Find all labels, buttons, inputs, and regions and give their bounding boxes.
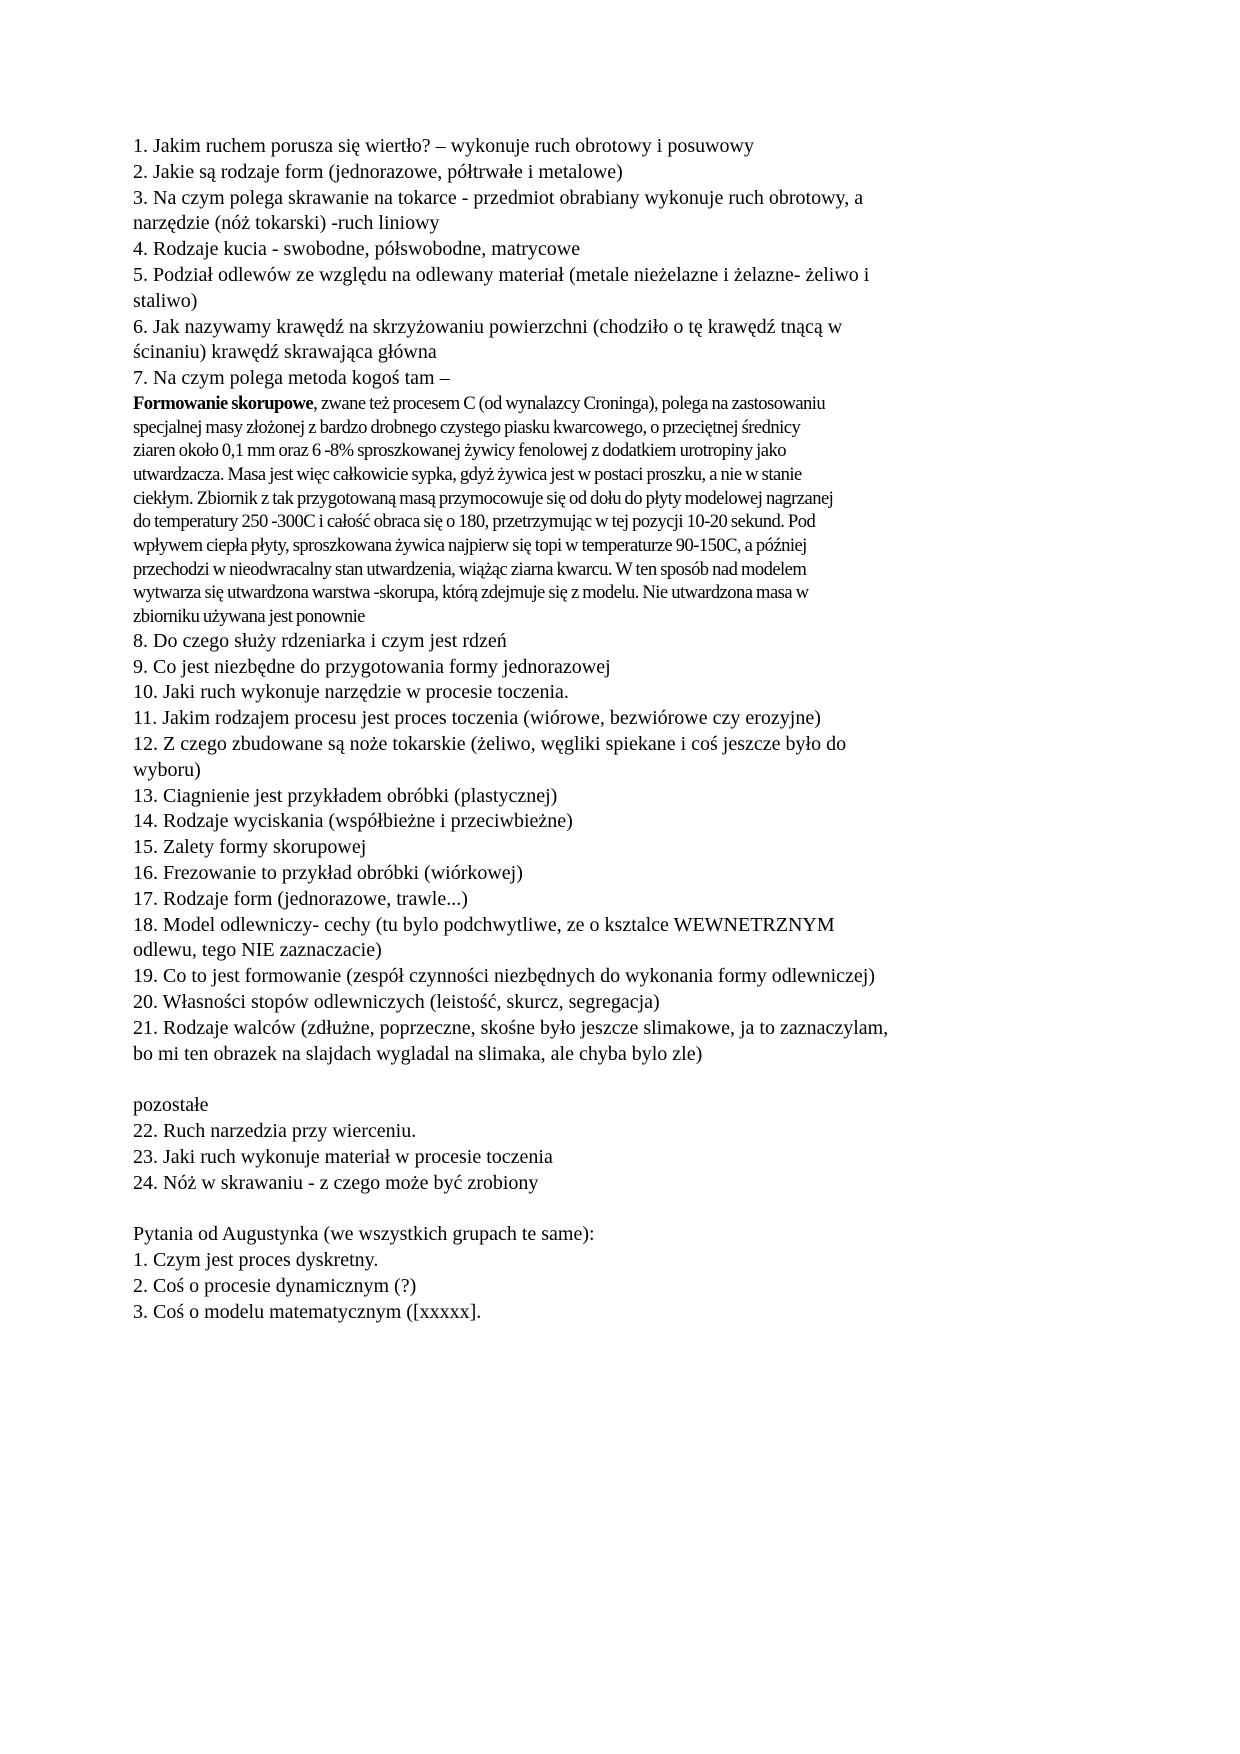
question-item	[133, 1016, 1113, 1068]
line-text: 15. Zalety formy skorupowej	[133, 836, 367, 859]
text-line	[133, 629, 1113, 655]
text-line	[133, 160, 1113, 186]
text-line	[133, 366, 1113, 392]
line-text: 1. Jakim ruchem porusza się wiertło? – wykonuje ruch obrotowy i posuwowy	[133, 135, 754, 157]
line-text: ziaren około 0,1 mm oraz 6 -8% sproszkowanej żywicy fenolowej z dodatkiem urotropiny jako	[133, 440, 786, 462]
line-text: zbiorniku używana jest ponownie	[133, 606, 365, 628]
question-item	[133, 1300, 1113, 1326]
line-text: ścinaniu) krawędź skrawająca główna	[133, 341, 437, 364]
line-text: 3. Na czym polega skrawanie na tokarce - przedmiot obrabiany wykonuje ruch obrotowy, a	[133, 186, 864, 209]
line-text: ciekłym. Zbiornik z tak przygotowaną masą przymocowuje się od dołu do płyty modelowej nagrzanej	[133, 487, 834, 509]
text-line	[133, 732, 1113, 758]
line-text: 4. Rodzaje kucia - swobodne, półswobodne, matrycowe	[133, 238, 581, 261]
line-text: staliwo)	[133, 289, 198, 312]
text-line	[133, 558, 1113, 582]
line-text: 1. Czym jest proces dyskretny.	[133, 1248, 379, 1271]
line-text: pozostałe	[133, 1094, 209, 1117]
text-line	[133, 134, 1113, 160]
bold-term: Formowanie skorupowe	[133, 392, 314, 414]
line-text: 18. Model odlewniczy- cechy (tu bylo podchwytliwe, ze o ksztalce WEWNETRZNYM	[133, 913, 835, 936]
question-item	[133, 1248, 1113, 1274]
question-item	[133, 237, 1113, 263]
text-line	[133, 784, 1113, 810]
answer-paragraph	[133, 392, 1113, 629]
text-line	[133, 186, 1113, 212]
text-line	[133, 340, 1113, 366]
text-line	[133, 263, 1113, 289]
text-line	[133, 211, 1113, 237]
question-item	[133, 315, 1113, 367]
line-text: 11. Jakim rodzajem procesu jest proces toczenia (wiórowe, bezwiórowe czy erozyjne)	[133, 707, 821, 730]
text-line	[133, 1248, 1113, 1274]
text-line	[133, 938, 1113, 964]
question-item	[133, 706, 1113, 732]
question-item	[133, 809, 1113, 835]
text-line	[133, 964, 1113, 990]
question-item	[133, 263, 1113, 315]
text-line	[133, 605, 1113, 629]
text-line	[133, 655, 1113, 681]
line-text: 2. Jakie są rodzaje form (jednorazowe, półtrwałe i metalowe)	[133, 160, 623, 183]
line-text: 20. Własności stopów odlewniczych (leistość, skurcz, segregacja)	[133, 991, 660, 1013]
text-line	[133, 581, 1113, 605]
document-body	[133, 134, 1113, 1325]
line-text: 23. Jaki ruch wykonuje materiał w procesie toczenia	[133, 1145, 553, 1168]
question-item	[133, 732, 1113, 784]
line-text: bo mi ten obrazek na slajdach wygladal na slimaka, ale chyba bylo zle)	[133, 1042, 703, 1065]
question-item	[133, 1274, 1113, 1300]
question-item	[133, 835, 1113, 861]
text-line	[133, 680, 1113, 706]
line-text: 6. Jak nazywamy krawędź na skrzyżowaniu powierzchni (chodziło o tę krawędź tnącą w	[133, 315, 843, 338]
text-line	[133, 913, 1113, 939]
text-line	[133, 392, 1113, 416]
question-item	[133, 134, 1113, 160]
line-text: 10. Jaki ruch wykonuje narzędzie w procesie toczenia.	[133, 681, 569, 704]
line-text: 16. Frezowanie to przykład obróbki (wiórkowej)	[133, 862, 523, 885]
text-line	[133, 487, 1113, 511]
text-line	[133, 1016, 1113, 1042]
line-text: utwardzacza. Masa jest więc całkowicie sypka, gdyż żywica jest w postaci proszku, a nie w stanie	[133, 464, 802, 486]
text-line	[133, 706, 1113, 732]
line-text: wpływem ciepła płyty, sproszkowana żywica najpierw się topi w temperaturze 90-150C, a później	[133, 535, 807, 557]
text-line	[133, 1145, 1113, 1171]
question-item	[133, 655, 1113, 681]
question-item	[133, 1222, 1113, 1248]
text-line	[133, 1171, 1113, 1197]
line-text: 24. Nóż w skrawaniu - z czego może być zrobiony	[133, 1171, 539, 1194]
line-text: odlewu, tego NIE zaznaczacie)	[133, 939, 382, 962]
question-item	[133, 861, 1113, 887]
line-text: 12. Z czego zbudowane są noże tokarskie (żeliwo, węgliki spiekane i coś jeszcze było do	[133, 733, 847, 756]
line-text: , zwane też procesem C (od wynalazcy Croninga), polega na zastosowaniu	[313, 392, 826, 414]
line-text: 19. Co to jest formowanie (zespół czynności niezbędnych do wykonania formy odlewniczej)	[133, 965, 876, 988]
question-item	[133, 990, 1113, 1016]
question-item	[133, 1171, 1113, 1197]
text-line	[133, 510, 1113, 534]
text-line	[133, 1274, 1113, 1300]
line-text: narzędzie (nóż tokarski) -ruch liniowy	[133, 212, 440, 235]
line-text: 13. Ciagnienie jest przykładem obróbki (plastycznej)	[133, 784, 558, 807]
question-item	[133, 887, 1113, 913]
line-text: 22. Ruch narzedzia przy wierceniu.	[133, 1119, 417, 1142]
question-item	[133, 784, 1113, 810]
question-item	[133, 913, 1113, 965]
text-line	[133, 1222, 1113, 1248]
line-text: 7. Na czym polega metoda kogoś tam –	[133, 367, 450, 390]
line-text: 8. Do czego służy rdzeniarka i czym jest rdzeń	[133, 629, 507, 652]
line-text: wyboru)	[133, 758, 201, 781]
line-text: 3. Coś o modelu matematycznym ([xxxxx].	[133, 1300, 482, 1323]
line-text: 14. Rodzaje wyciskania (współbieżne i przeciwbieżne)	[133, 810, 573, 833]
line-text: 17. Rodzaje form (jednorazowe, trawle...)	[133, 887, 468, 910]
question-item	[133, 1145, 1113, 1171]
line-text: przechodzi w nieodwracalny stan utwardzenia, wiążąc ziarna kwarcu. W ten sposób nad modelem	[133, 558, 807, 580]
line-text: 21. Rodzaje walców (zdłużne, poprzeczne, skośne było jeszcze slimakowe, ja to zaznaczylam,	[133, 1016, 889, 1039]
line-text: specjalnej masy złożonej z bardzo drobnego czystego piasku kwarcowego, o przeciętnej średnicy	[133, 416, 801, 438]
question-item	[133, 160, 1113, 186]
blank-line	[133, 1067, 1113, 1093]
text-line	[133, 1093, 1113, 1119]
line-text: 2. Coś o procesie dynamicznym (?)	[133, 1274, 417, 1297]
text-line	[133, 990, 1113, 1016]
question-item	[133, 680, 1113, 706]
question-item	[133, 629, 1113, 655]
text-line	[133, 1119, 1113, 1145]
text-line	[133, 887, 1113, 913]
text-line	[133, 463, 1113, 487]
question-item	[133, 186, 1113, 238]
text-line	[133, 861, 1113, 887]
line-text: 9. Co jest niezbędne do przygotowania formy jednorazowej	[133, 655, 611, 678]
text-line	[133, 809, 1113, 835]
blank-line	[133, 1196, 1113, 1222]
text-line	[133, 534, 1113, 558]
text-line	[133, 237, 1113, 263]
text-line	[133, 1300, 1113, 1326]
question-item	[133, 964, 1113, 990]
text-line	[133, 416, 1113, 440]
line-text: wytwarza się utwardzona warstwa -skorupa, którą zdejmuje się z modelu. Nie utwardzona masa w	[133, 582, 809, 604]
text-line	[133, 835, 1113, 861]
text-line	[133, 758, 1113, 784]
question-item	[133, 366, 1113, 392]
text-line	[133, 439, 1113, 463]
line-text: 5. Podział odlewów ze względu na odlewany materiał (metale nieżelazne i żelazne- żeliwo i	[133, 263, 870, 286]
question-item	[133, 1119, 1113, 1145]
text-line	[133, 289, 1113, 315]
line-text: Pytania od Augustynka (we wszystkich grupach te same):	[133, 1223, 595, 1246]
text-line	[133, 1042, 1113, 1068]
text-line	[133, 315, 1113, 341]
line-text: do temperatury 250 -300C i całość obraca się o 180, przetrzymując w tej pozycji 10-20 sekund. Pod	[133, 511, 816, 533]
question-item	[133, 1093, 1113, 1119]
